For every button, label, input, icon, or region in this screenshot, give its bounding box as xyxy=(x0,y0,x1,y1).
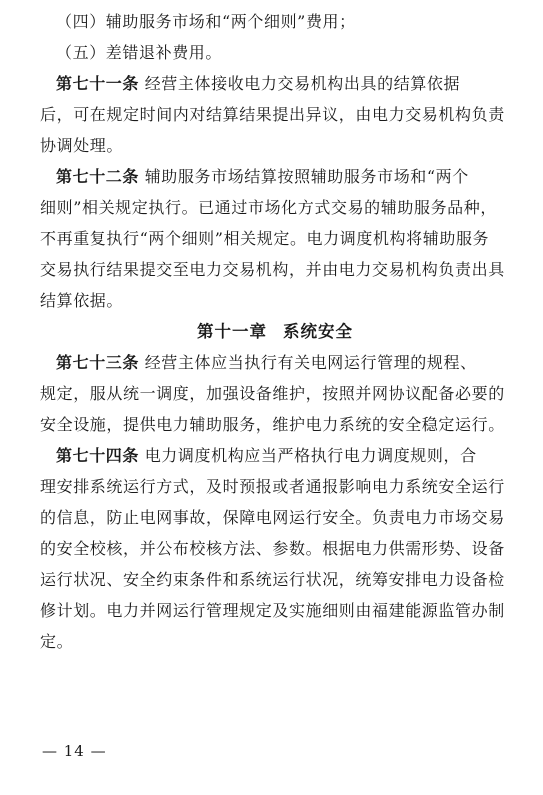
paragraph-text: 的安全校核，并公布校核方法、参数。根据电力供需形势、设备 xyxy=(40,539,505,558)
paragraph-line xyxy=(40,223,510,254)
article-number: 第七十四条 xyxy=(56,446,140,465)
paragraph-line xyxy=(40,533,510,564)
paragraph-line xyxy=(40,595,510,626)
article-first-line xyxy=(40,440,510,471)
article-number: 第七十一条 xyxy=(56,74,140,93)
paragraph-line xyxy=(40,130,510,161)
paragraph-text: 规定，服从统一调度，加强设备维护，按照并网协议配备必要的 xyxy=(40,384,505,403)
paragraph-line xyxy=(40,564,510,595)
paragraph-text: 的信息，防止电网事故，保障电网运行安全。负责电力市场交易 xyxy=(40,508,505,527)
paragraph-text: 后，可在规定时间内对结算结果提出异议，由电力交易机构负责 xyxy=(40,105,505,124)
paragraph-line xyxy=(40,626,510,657)
list-item xyxy=(40,37,510,68)
article-text: 辅助服务市场结算按照辅助服务市场和“两个 xyxy=(139,167,469,186)
chapter-number: 第十一章 xyxy=(197,322,267,341)
paragraph-line xyxy=(40,471,510,502)
paragraph-line xyxy=(40,254,510,285)
paragraph-line xyxy=(40,502,510,533)
page-number: — 14 — xyxy=(42,742,107,760)
paragraph-text: 结算依据。 xyxy=(40,291,124,310)
list-item-text: （五）差错退补费用。 xyxy=(56,43,223,62)
article-text: 经营主体接收电力交易机构出具的结算依据 xyxy=(139,74,461,93)
article-number: 第七十三条 xyxy=(56,353,140,372)
paragraph-text: 理安排系统运行方式，及时预报或者通报影响电力系统安全运行 xyxy=(40,477,505,496)
article-first-line xyxy=(40,161,510,192)
paragraph-text: 安全设施，提供电力辅助服务，维护电力系统的安全稳定运行。 xyxy=(40,415,505,434)
paragraph-text: 不再重复执行“两个细则”相关规定。电力调度机构将辅助服务 xyxy=(40,229,490,248)
chapter-title: 系统安全 xyxy=(283,322,353,341)
article-first-line xyxy=(40,347,510,378)
list-item-text: （四）辅助服务市场和“两个细则”费用； xyxy=(56,12,356,31)
paragraph-text: 交易执行结果提交至电力交易机构，并由电力交易机构负责出具 xyxy=(40,260,505,279)
paragraph-text: 细则”相关规定执行。已通过市场化方式交易的辅助服务品种， xyxy=(40,198,497,217)
paragraph-line xyxy=(40,378,510,409)
document-body xyxy=(40,6,510,657)
paragraph-line xyxy=(40,99,510,130)
paragraph-text: 协调处理。 xyxy=(40,136,124,155)
paragraph-line xyxy=(40,192,510,223)
list-item xyxy=(40,6,510,37)
article-first-line xyxy=(40,68,510,99)
paragraph-line xyxy=(40,285,510,316)
chapter-heading xyxy=(40,316,510,347)
paragraph-text: 修计划。电力并网运行管理规定及实施细则由福建能源监管办制 xyxy=(40,601,505,620)
paragraph-line xyxy=(40,409,510,440)
paragraph-text: 运行状况、安全约束条件和系统运行状况，统筹安排电力设备检 xyxy=(40,570,505,589)
article-text: 电力调度机构应当严格执行电力调度规则，合 xyxy=(139,446,477,465)
paragraph-text: 定。 xyxy=(40,632,74,651)
article-number: 第七十二条 xyxy=(56,167,140,186)
article-text: 经营主体应当执行有关电网运行管理的规程、 xyxy=(139,353,477,372)
